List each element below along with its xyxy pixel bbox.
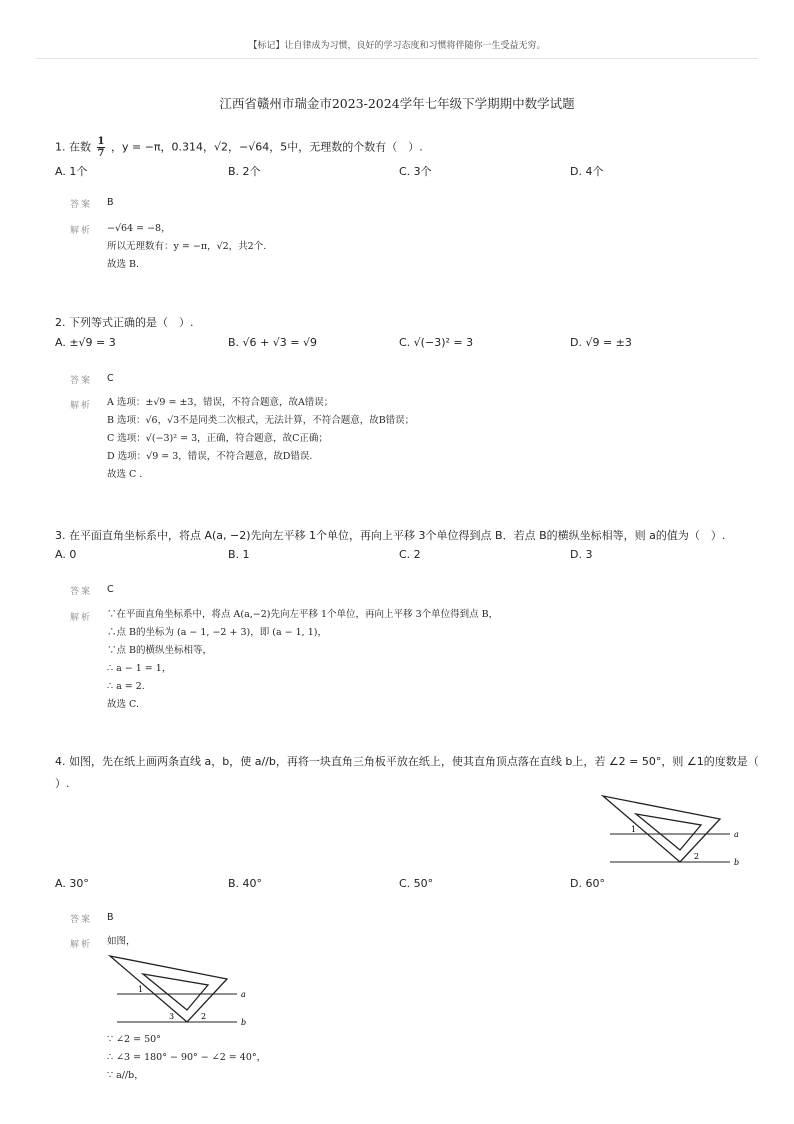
solution-line: A 选项：±√9 = ±3，错误，不符合题意，故A错误； (107, 397, 334, 408)
label-angle-1: 1 (631, 825, 637, 834)
question-1-stem (55, 136, 423, 159)
solution-figure (105, 952, 255, 1032)
q4-option-a: A. 30° (55, 877, 89, 890)
fraction-numerator: 1 (97, 136, 105, 147)
solution-line: 故选 B. (107, 259, 140, 270)
solution-line: C 选项：√(−3)² = 3，正确，符合题意，故C正确； (107, 433, 328, 444)
q4-answer-label: 答案 (70, 915, 93, 925)
q1-answer-value: B (107, 197, 114, 208)
q3-solution (107, 606, 498, 714)
q3-option-c: C. 2 (399, 548, 421, 561)
question-4-stem-line-2: ）. (55, 777, 70, 790)
q3-option-d: D. 3 (570, 548, 593, 561)
solution-line: B 选项：√6，√3不是同类二次根式，无法计算，不符合题意，故B错误； (107, 415, 415, 426)
label-angle-3: 3 (169, 1012, 175, 1021)
q4-solution-intro: 如图， (107, 936, 136, 947)
solution-line: D 选项：√9 = 3，错误，不符合题意，故D错误. (107, 451, 313, 462)
question-1-prefix: 1. 在数 (55, 140, 91, 154)
document-title: 江西省赣州市瑞金市2023-2024学年七年级下学期期中数学试题 (219, 96, 575, 111)
label-line-a: a (734, 830, 739, 839)
q3-option-b: B. 1 (228, 548, 250, 561)
q2-analysis-label: 解析 (70, 401, 93, 411)
solution-line: 故选 C . (107, 469, 143, 480)
solution-line: ∵ ∠2 = 50° (107, 1034, 161, 1045)
q3-analysis-label: 解析 (70, 613, 93, 623)
q1-solution (107, 220, 266, 274)
q1-option-d: D. 4个 (570, 165, 604, 178)
q1-analysis-label: 解析 (70, 226, 93, 236)
header-divider (36, 58, 758, 59)
solution-line: ∴ ∠3 = 180° − 90° − ∠2 = 40°， (107, 1052, 267, 1063)
q1-option-b: B. 2个 (228, 165, 261, 178)
q2-option-d: D. √9 = ±3 (570, 336, 632, 349)
q2-answer-label: 答案 (70, 376, 93, 386)
solution-line: ∴ a = 2. (107, 681, 145, 692)
q3-answer-label: 答案 (70, 587, 93, 597)
q2-option-c: C. √(−3)² = 3 (399, 336, 474, 349)
q4-option-b: B. 40° (228, 877, 263, 890)
solution-line: 故选 C. (107, 699, 139, 710)
question-4-stem-line-1: 4. 如图，先在纸上画两条直线 a，b，使 a//b，再将一块直角三角板平放在纸上，使其直角顶点落在直线 b上，若 ∠2 = 50°，则 ∠1的度数是（ (55, 755, 759, 768)
question-4-figure (598, 792, 748, 872)
q4-answer-value: B (107, 912, 114, 923)
solution-line: ∴ a − 1 = 1， (107, 663, 172, 674)
q2-option-a: A. ±√9 = 3 (55, 336, 116, 349)
q2-answer-value: C (107, 373, 114, 384)
label-line-b: b (734, 858, 740, 867)
q1-option-a: A. 1个 (55, 165, 88, 178)
question-1-list: ，y = −π，0.314，√2，−√64，5中，无理数的个数有（ ）. (110, 140, 423, 154)
q4-solution (107, 1031, 266, 1085)
q3-option-a: A. 0 (55, 548, 77, 561)
label-line-a: a (241, 990, 246, 999)
q3-answer-value: C (107, 584, 114, 595)
solution-line: −√64 = −8， (107, 223, 171, 234)
solution-line: ∵点 B的横纵坐标相等， (107, 645, 213, 656)
solution-line: 所以无理数有：y = −π，√2，共2个. (107, 241, 267, 252)
q1-option-c: C. 3个 (399, 165, 432, 178)
label-angle-1: 1 (138, 985, 144, 994)
q2-solution (107, 394, 414, 484)
question-3-stem: 3. 在平面直角坐标系中，将点 A(a, −2)先向左平移 1个单位，再向上平移 3个单位得到点 B．若点 B的横纵坐标相等，则 a的值为（ ）. (55, 529, 726, 542)
solution-line: ∴点 B的坐标为 (a − 1, −2 + 3)，即 (a − 1, 1)， (107, 627, 327, 638)
q4-analysis-label: 解析 (70, 940, 93, 950)
label-line-b: b (241, 1018, 247, 1027)
header-banner: 【标记】让自律成为习惯，良好的学习态度和习惯将伴随你一生受益无穷。 (248, 41, 546, 51)
q4-option-c: C. 50° (399, 877, 434, 890)
q1-answer-label: 答案 (70, 200, 93, 210)
solution-line: ∵ a//b， (107, 1070, 144, 1081)
q4-option-d: D. 60° (570, 877, 605, 890)
triangle-outer (603, 796, 720, 862)
label-angle-2: 2 (694, 852, 700, 861)
question-2-stem: 2. 下列等式正确的是（ ）. (55, 316, 194, 329)
fraction-denominator: 7 (97, 148, 105, 159)
solution-line: ∵在平面直角坐标系中，将点 A(a,−2)先向左平移 1个单位，再向上平移 3个单位得到点 B， (107, 609, 499, 620)
label-angle-2: 2 (201, 1012, 207, 1021)
q2-option-b: B. √6 + √3 = √9 (228, 336, 317, 349)
fraction (97, 136, 106, 159)
